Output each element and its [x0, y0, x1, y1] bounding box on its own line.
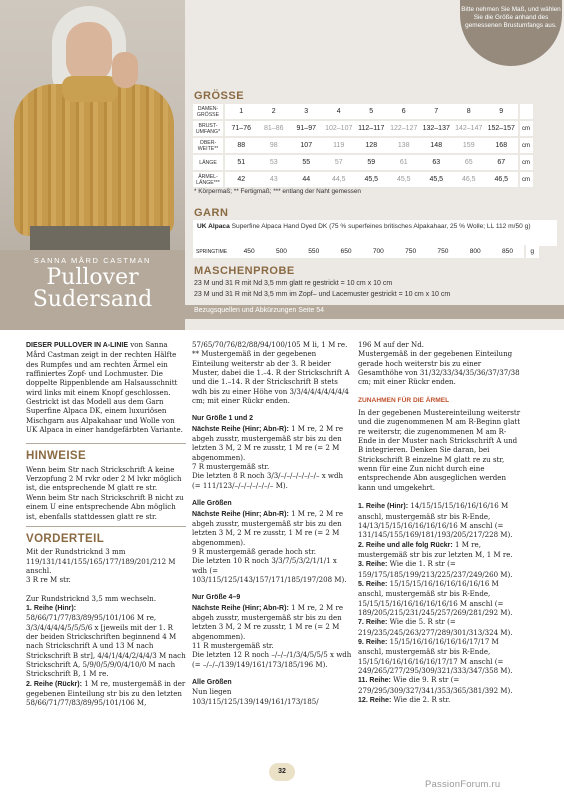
- size-cell: 53: [258, 155, 291, 170]
- size-cell: 112–117: [355, 121, 388, 136]
- size-cell: 81–86: [258, 121, 291, 136]
- size-cell: 91–97: [290, 121, 323, 136]
- size-group-heading: Nur Größe 4–9: [192, 594, 241, 602]
- divider: [26, 443, 186, 444]
- size-cell: 45,5: [355, 172, 388, 187]
- sleeve-row-label: 12. Reihe:: [358, 697, 392, 705]
- size-table: [193, 102, 533, 189]
- size-cell: 152–157: [485, 121, 518, 136]
- size-cell: 122–127: [388, 121, 421, 136]
- size-group-heading: Nur Größe 1 und 2: [192, 415, 254, 423]
- size-cell: 44: [290, 172, 323, 187]
- sleeve-row-text: Wie die 1. R str (= 159/175/185/199/213/225/237/249/260 M).: [358, 559, 513, 579]
- size-cell: 2: [258, 104, 291, 119]
- row-2-label: 2. Reihe (Rückr):: [26, 680, 82, 688]
- sleeve-row-text: Wie die 2. R str.: [391, 695, 451, 705]
- sleeve-row-text: 15/15/16/16/16/16/16/17/17 M anschl, mustergemäß str bis R-Ende, 15/15/16/16/16/16/16/17/17 M anschl (= 249/265/277/295/309/321/333/347/358 M).: [358, 636, 513, 675]
- row-1-text: 58/66/71/77/83/89/95/101/106 M re, 3/3/4/4/4/4/5/5/5/6 x [jeweils mit der 1. R der beiden Strickschriften beginnend 4 M nach Strickschrift A und 13 M nach Strickschrift B str], 4/4/1/4/4/2/4/4/3 M nach Strickschrift A, 5/9/0/5/9/0/4/10/0 M nach Strickschrift B, 1 M re.: [26, 613, 186, 679]
- size-cell: 7: [420, 104, 453, 119]
- hinweise-heading: HINWEISE: [26, 450, 87, 463]
- size-cell: 1: [225, 104, 258, 119]
- yarn-amount-table: [193, 245, 539, 258]
- size-cell: 46,5: [453, 172, 486, 187]
- size-row-unit: cm: [518, 172, 533, 187]
- size-cell: 88: [225, 138, 258, 153]
- size-table-row: [193, 121, 533, 136]
- size-cell: 43: [258, 172, 291, 187]
- sleeve-row-text: 14/15/15/15/16/16/16/16 M anschl, mustergemäß str bis R-Ende, 14/13/15/15/16/16/16/16/16 M anschl (= 131/145/155/169/181/193/205/217/228 M).: [358, 501, 513, 540]
- size-cell: 44,5: [323, 172, 356, 187]
- size-row-label: OBER-WEITE**: [193, 138, 225, 153]
- size-table-row: [193, 138, 533, 153]
- vorderteil-heading: VORDERTEIL: [26, 532, 105, 545]
- size-cell: 119: [323, 138, 356, 153]
- col2-paragraph-1: 57/65/70/76/82/88/94/100/105 M li, 1 M re. ** Mustergemäß in der gegebenen Einteilung weiterstr ab der 3. R beider Muster, dabei die 1.–4. R der Strickschrift A und die 1.–14. R der Strickschrift B stets wdh bis zu einer Höhe von 3/3/4/4/4/4/4/4/4 cm; mit einer Rückr enden.: [192, 340, 350, 406]
- yarn-amount-cell: 500: [265, 245, 297, 258]
- photo-collar: [62, 76, 118, 102]
- yarn-amount-cell: 700: [362, 245, 394, 258]
- size-cell: 63: [420, 155, 453, 170]
- col3-paragraph-1: 196 M auf der Nd. Mustergemäß in der gegebenen Einteilung gerade hoch weiterstr bis zu einer Gesamthöhe von 31/32/33/34/35/36/37/37/38 cm; mit einer Rückr enden.: [358, 340, 520, 387]
- sleeve-row-text: 1 M re, mustergemäß str bis zur letzten M, 1 M re.: [358, 539, 513, 559]
- size-cell: 6: [388, 104, 421, 119]
- size-group-heading: Alle Größen: [192, 500, 232, 508]
- pattern-title-line-1: Pullover: [46, 265, 139, 290]
- photo-face: [66, 22, 112, 84]
- decrease-row-label: Nächste Reihe (Hinr; Abn-R):: [192, 604, 289, 612]
- size-cell: 71–76: [225, 121, 258, 136]
- sleeve-row-text: Wie die 5. R str (= 219/235/245/263/277/289/301/313/324 M).: [358, 617, 513, 637]
- groesse-heading: GRÖSSE: [194, 90, 245, 102]
- size-cell: 55: [290, 155, 323, 170]
- sleeve-row-label: 3. Reihe:: [358, 561, 388, 569]
- size-cell: 65: [453, 155, 486, 170]
- decrease-row-text: 1 M re, 2 M re abgeh zusstr, mustergemäß str bis zu den letzten 3 M, 2 M re zusstr, 1 M re (= 2 M abgenommen). 7 R mustergemäß str. Die letzten 8 R noch 3/3/–/–/–/–/–/–/– x wdh (= 111/123/–/–/–/–/–/–/– M).: [192, 423, 343, 490]
- garn-heading: GARN: [194, 207, 229, 219]
- yarn-colorway-label: SPRINGTIME: [193, 245, 233, 258]
- intro-lead: DIESER PULLOVER IN A-LINIE: [26, 342, 129, 349]
- size-footnote: * Körpermaß; ** Fertigmaß; *** entlang der Naht gemessen: [194, 188, 361, 195]
- sleeve-row-text: 15/15/15/16/16/16/16/16/16 M anschl, mustergemäß str bis R-Ende, 15/15/15/16/16/16/16/16/16 M anschl (= 189/205/215/231/245/257/269/281/292 M).: [358, 578, 513, 617]
- size-cell: 159: [453, 138, 486, 153]
- size-group-heading: Alle Größen: [192, 679, 232, 686]
- yarn-description: [193, 220, 557, 246]
- yarn-amount-cell: 850: [491, 245, 523, 258]
- photo-hand: [112, 52, 138, 88]
- size-cell: 42: [225, 172, 258, 187]
- size-row-unit: cm: [518, 155, 533, 170]
- row-1-label: 1. Reihe (Hinr):: [26, 604, 77, 612]
- sleeve-row-label: 5. Reihe:: [358, 580, 388, 588]
- size-row-label: BRUST-UMFANG*: [193, 121, 225, 136]
- size-cell: 102–107: [323, 121, 356, 136]
- divider: [26, 526, 186, 527]
- text-column-3: [358, 340, 523, 705]
- size-cell: 98: [258, 138, 291, 153]
- text-column-2: [192, 340, 352, 706]
- yarn-amount-cell: 750: [427, 245, 459, 258]
- text-column-1: [26, 340, 186, 708]
- decrease-row-text: 1 M re, 2 M re abgeh zusstr, mustergemäß str bis zu den letzten 3 M, 2 M re zusstr, 1 M re (= 2 M abgenommen). 11 R mustergemäß str. Die letzten 12 R noch –/–/–/1/3/4/5/5/5 x wdh (= –/–/–/139/149/161/173/185/196 M).: [192, 602, 352, 669]
- size-cell: 67: [485, 155, 518, 170]
- sleeve-row-label: 1. Reihe (Hinr):: [358, 503, 409, 511]
- yarn-details: Superfine Alpaca Hand Dyed DK (75 % superfeines britisches Alpakahaar, 25 % Wolle; LL 112 m/50 g): [229, 223, 531, 230]
- size-cell: 61: [388, 155, 421, 170]
- size-cell: 128: [355, 138, 388, 153]
- size-table-row: [193, 104, 533, 119]
- gauge-line-1: 23 M und 31 R mit Nd 3,5 mm glatt re gestrickt = 10 cm x 10 cm: [194, 280, 393, 287]
- yarn-amount-cell: 550: [298, 245, 330, 258]
- yarn-unit: g: [524, 245, 539, 258]
- watermark: PassionForum.ru: [425, 779, 501, 790]
- gauge-line-2: 23 M und 31 R mit Nd 3,5 mm im Zopf– und Lacemuster gestrickt = 10 cm x 10 cm: [194, 291, 451, 298]
- stitch-count-text: Nun liegen 103/115/125/139/149/161/173/185/: [192, 687, 319, 706]
- size-row-label: ÄRMEL-LÄNGE***: [193, 172, 225, 187]
- size-cell: 3: [290, 104, 323, 119]
- decrease-row-text: 1 M re, 2 M re abgeh zusstr, mustergemäß str bis zu den letzten 3 M, 2 M re zusstr, 1 M re (= 2 M abgenommen). 9 R mustergemäß gerade hoch str. Die letzten 10 R noch 3/3/7/5/3/2/1/1/1 x wdh (= 103/115/125/143/157/171/185/197/208 M).: [192, 508, 347, 584]
- pattern-title-line-2: Sudersand: [32, 287, 153, 312]
- size-cell: 132–137: [420, 121, 453, 136]
- sleeve-row-label: 9. Reihe:: [358, 638, 388, 646]
- yarn-amount-cell: 650: [330, 245, 362, 258]
- size-cell: 45,5: [420, 172, 453, 187]
- designer-name: SANNA MÅRD CASTMAN: [33, 256, 152, 265]
- zunahmen-heading: ZUNAHMEN FÜR DIE ÄRMEL: [358, 396, 450, 404]
- size-cell: 46,5: [485, 172, 518, 187]
- model-photo: [0, 0, 185, 250]
- decrease-row-label: Nächste Reihe (Hinr; Abn-R):: [192, 425, 289, 433]
- size-cell: 138: [388, 138, 421, 153]
- intro-text: von Sanna Mård Castman zeigt in der rechten Hälfte des Rumpfes und am rechten Ärmel ein raffiniertes Zopf- und Lochmuster. Die doppelte Rippenblende am Halsausschnitt wird links mit einem Knopf geschlossen. Gestrickt ist das Modell aus dem Garn Superfine Alpaca DK, einem luxuriösen Mischgarn aus Alpakahaar und Wolle von UK Alpaca in einer handgefärbten Variante.: [26, 340, 183, 435]
- size-cell: 59: [355, 155, 388, 170]
- size-note-badge: Bitte nehmen Sie Maß, und wählen Sie die Größe anhand des gemessenen Brustumfangs aus.: [460, 0, 562, 66]
- size-cell: 148: [420, 138, 453, 153]
- sleeve-row-label: 2. Reihe und alle folg Rückr:: [358, 541, 453, 549]
- size-cell: 168: [485, 138, 518, 153]
- zunahmen-text: In der gegebenen Mustereinteilung weiterstr und die zugenommenen M am R-Beginn glatt re weiterstr, die zugenommenen M am R-Ende in der Muster nach Strickschrift A und B integrieren. Denken Sie daran, bei Strickschrift B einzelne M glatt re zu str, wenn für eine Zun nicht durch eine entsprechende Abn ausgeglichen werden kann und umgekehrt.: [358, 408, 521, 492]
- size-cell: 9: [485, 104, 518, 119]
- size-cell: 107: [290, 138, 323, 153]
- decrease-row-label: Nächste Reihe (Hinr; Abn-R):: [192, 510, 289, 518]
- size-cell: 142–147: [453, 121, 486, 136]
- yarn-amount-cell: 450: [233, 245, 265, 258]
- size-table-row: [193, 155, 533, 170]
- row-2-text: 1 M re, mustergemäß in der gegebenen Einteilung str bis zu den letzten 58/66/71/77/83/89/95/101/106 M,: [26, 678, 186, 708]
- size-row-unit: cm: [518, 138, 533, 153]
- needle-switch-text: Zur Rundstricknd 3,5 mm wechseln.: [26, 593, 157, 603]
- page-number: 32: [269, 763, 295, 781]
- yarn-amount-cell: 750: [394, 245, 426, 258]
- size-row-unit: cm: [518, 121, 533, 136]
- size-row-unit: [518, 104, 533, 119]
- size-cell: 45,5: [388, 172, 421, 187]
- yarn-amount-cell: 800: [459, 245, 491, 258]
- size-row-label: DAMEN-GRÖSSE: [193, 104, 225, 119]
- size-cell: 8: [453, 104, 486, 119]
- hinweise-text: Wenn beim Str nach Strickschrift A keine Verzopfung 2 M rvkr oder 2 M lvkr möglich ist, die entsprechende M glatt re str. Wenn beim Str nach Strickschrift B nicht zu einem U eine entsprechende Abn möglich ist, ebenfalls stattdessen glatt re str.: [26, 464, 184, 521]
- size-cell: 57: [323, 155, 356, 170]
- vorderteil-text: Mit der Rundstricknd 3 mm 119/131/141/155/165/177/189/201/212 M anschl. 3 R re M str.: [26, 547, 176, 585]
- sources-bar: Bezugsquellen und Abkürzungen Seite 54: [185, 305, 564, 319]
- photo-pants: [30, 226, 170, 250]
- sleeve-row-label: 7. Reihe:: [358, 619, 388, 627]
- size-cell: 51: [225, 155, 258, 170]
- yarn-name: UK Alpaca: [197, 223, 230, 230]
- maschenprobe-heading: MASCHENPROBE: [194, 265, 295, 277]
- size-table-row: [193, 172, 533, 187]
- size-cell: 4: [323, 104, 356, 119]
- size-cell: 5: [355, 104, 388, 119]
- size-row-label: LÄNGE: [193, 155, 225, 170]
- sleeve-row-label: 11. Reihe:: [358, 677, 391, 685]
- sleeve-row-text: Wie die 9. R str (= 279/295/309/327/341/353/365/381/392 M).: [358, 675, 513, 695]
- photo-sweater: [14, 84, 174, 236]
